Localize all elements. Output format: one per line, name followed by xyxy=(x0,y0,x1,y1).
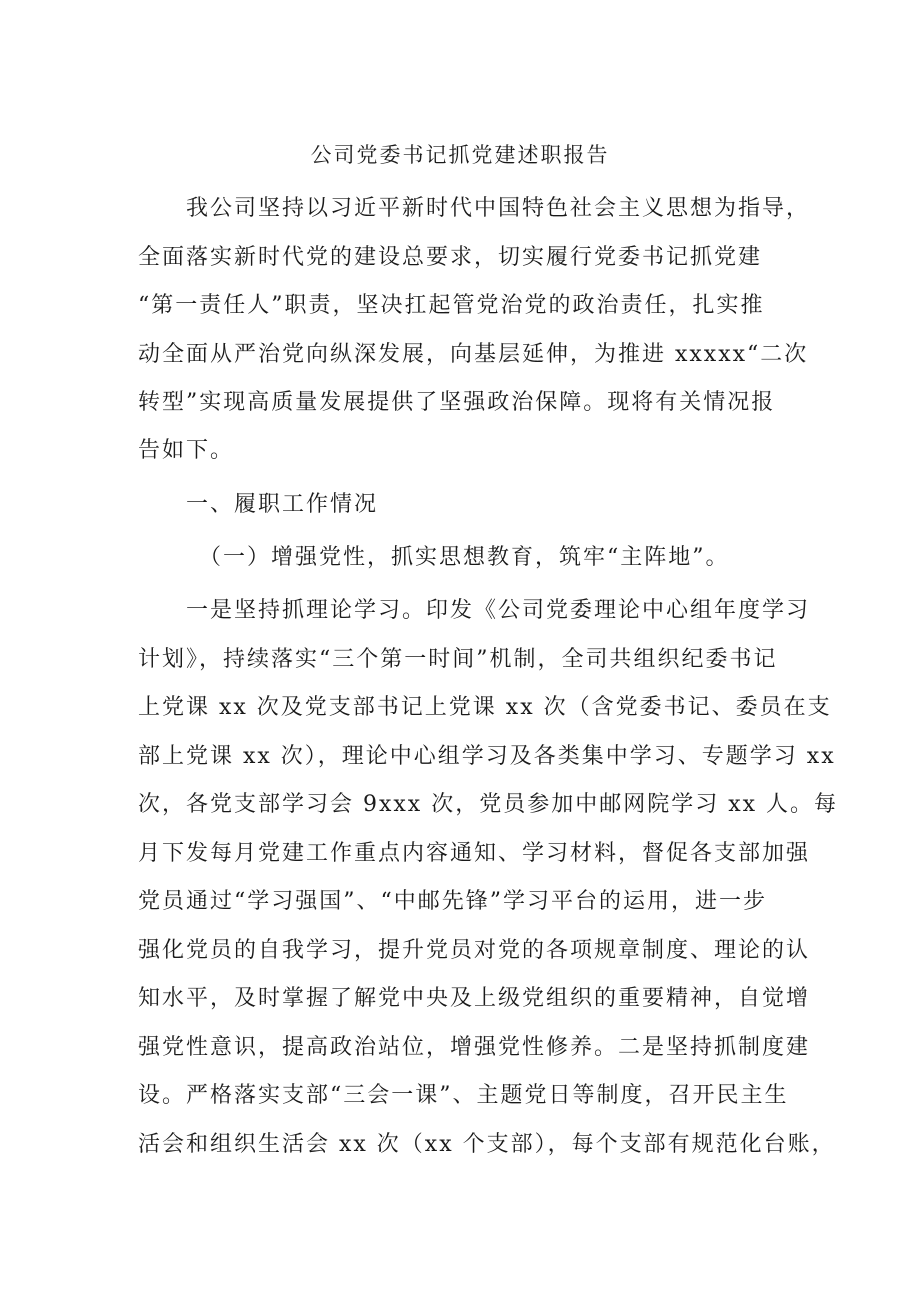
body-line-2: 全面落实新时代党的建设总要求，切实履行党委书记抓党建 xyxy=(138,245,763,270)
subsection-heading-1: （一）增强党性，抓实思想教育，筑牢“主阵地”。 xyxy=(138,545,730,570)
body-line-18: 强党性意识，提高政治站位，增强党性修养。二是坚持抓制度建 xyxy=(138,1035,811,1060)
body-line-13: 次，各党支部学习会 9xxx 次，党员参加中邮网院学习 xx 人。每 xyxy=(138,792,839,817)
body-line-12: 部上党课 xx 次），理论中心组学习及各类集中学习、专题学习 xx xyxy=(138,744,836,769)
body-line-17: 知水平，及时掌握了解党中央及上级党组织的重要精神，自觉增 xyxy=(138,986,811,1011)
document-title: 公司党委书记抓党建述职报告 xyxy=(310,143,610,167)
body-line-4: 动全面从严治党向纵深发展，向基层延伸，为推进 xxxxx“二次 xyxy=(138,342,809,367)
body-line-5: 转型”实现高质量发展提供了坚强政治保障。现将有关情况报 xyxy=(138,390,776,415)
body-line-1: 我公司坚持以习近平新时代中国特色社会主义思想为指导， xyxy=(138,196,811,221)
body-line-14: 月下发每月党建工作重点内容通知、学习材料，督促各支部加强 xyxy=(138,841,811,866)
body-line-9: 一是坚持抓理论学习。印发《公司党委理论中心组年度学习 xyxy=(138,598,811,623)
body-line-11: 上党课 xx 次及党支部书记上党课 xx 次（含党委书记、委员在支 xyxy=(138,695,832,720)
body-line-6: 告如下。 xyxy=(138,438,235,463)
body-line-15: 党员通过“学习强国”、“中邮先锋”学习平台的运用，进一步 xyxy=(138,889,767,914)
body-line-16: 强化党员的自我学习，提升党员对党的各项规章制度、理论的认 xyxy=(138,938,811,963)
section-heading-1: 一、履职工作情况 xyxy=(138,492,379,517)
body-line-19: 设。严格落实支部“三会一课”、主题党日等制度，召开民主生 xyxy=(138,1083,789,1108)
body-line-10: 计划》，持续落实“三个第一时间”机制，全司共组织纪委书记 xyxy=(138,647,778,672)
body-line-20: 活会和组织生活会 xx 次（xx 个支部），每个支部有规范化台账， xyxy=(138,1132,836,1157)
body-line-3: “第一责任人”职责，坚决扛起管党治党的政治责任，扎实推 xyxy=(138,293,765,318)
